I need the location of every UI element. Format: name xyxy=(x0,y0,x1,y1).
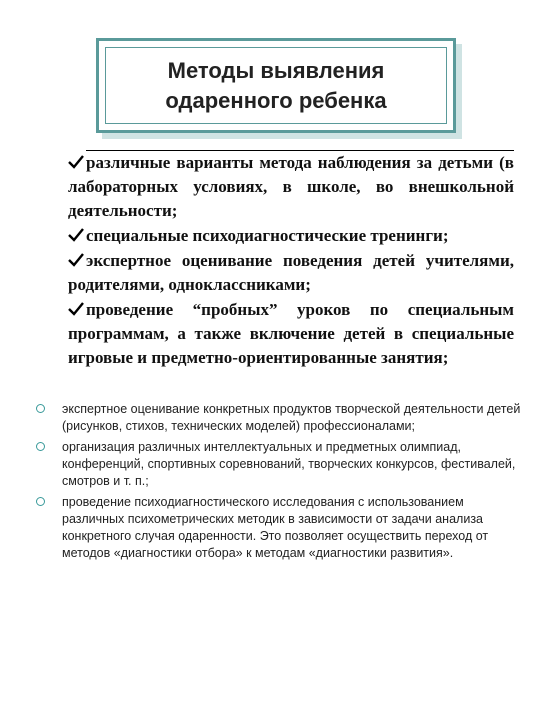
bullet-list-item-text: экспертное оценивание конкретных продуктов творческой деятельности детей (рисунков, стихов, технических моделей) профессионалами; xyxy=(62,402,521,433)
check-list xyxy=(68,150,514,371)
check-list-item xyxy=(68,224,514,248)
check-list-item xyxy=(68,150,514,223)
bullet-list-item xyxy=(36,401,526,435)
checkmark-icon xyxy=(68,155,84,169)
check-list-item xyxy=(68,249,514,297)
bullet-list xyxy=(36,401,526,566)
bullet-list-item-text: организация различных интеллектуальных и предметных олимпиад, конференций, спортивных соревнований, творческих конкурсов, фестивалей, смотров и т. п.; xyxy=(62,440,516,488)
circle-bullet-icon xyxy=(36,404,45,413)
checkmark-icon xyxy=(68,253,84,267)
page-title: Методы выявления одаренного ребенка xyxy=(165,57,387,113)
check-list-item xyxy=(68,298,514,370)
check-list-item-text: специальные психодиагностические тренинги; xyxy=(86,226,449,245)
bullet-list-item xyxy=(36,494,526,562)
check-list-item-text: экспертное оценивание поведения детей учителями, родителями, одноклассниками; xyxy=(68,251,514,294)
check-list-item-text: различные варианты метода наблюдения за детьми (в лабораторных условиях, в школе, во внешкольной деятельности; xyxy=(68,153,514,220)
bullet-list-item xyxy=(36,439,526,490)
checkmark-icon xyxy=(68,228,84,242)
title-box xyxy=(96,38,456,133)
circle-bullet-icon xyxy=(36,497,45,506)
checkmark-icon xyxy=(68,302,84,316)
title-inner-frame xyxy=(105,47,447,124)
circle-bullet-icon xyxy=(36,442,45,451)
bullet-list-item-text: проведение психодиагностического исследования с использованием различных психометрических методик в зависимости от задачи анализа конкретного случая одаренности. Это позволяет осуществить переход от методов «диагностики отбора» к методам «диагностики развития». xyxy=(62,495,489,560)
check-list-item-text: проведение “пробных” уроков по специальным программам, а также включение детей в специальные игровые и предметно-ориентированные занятия; xyxy=(68,300,514,367)
divider-line xyxy=(86,150,514,151)
